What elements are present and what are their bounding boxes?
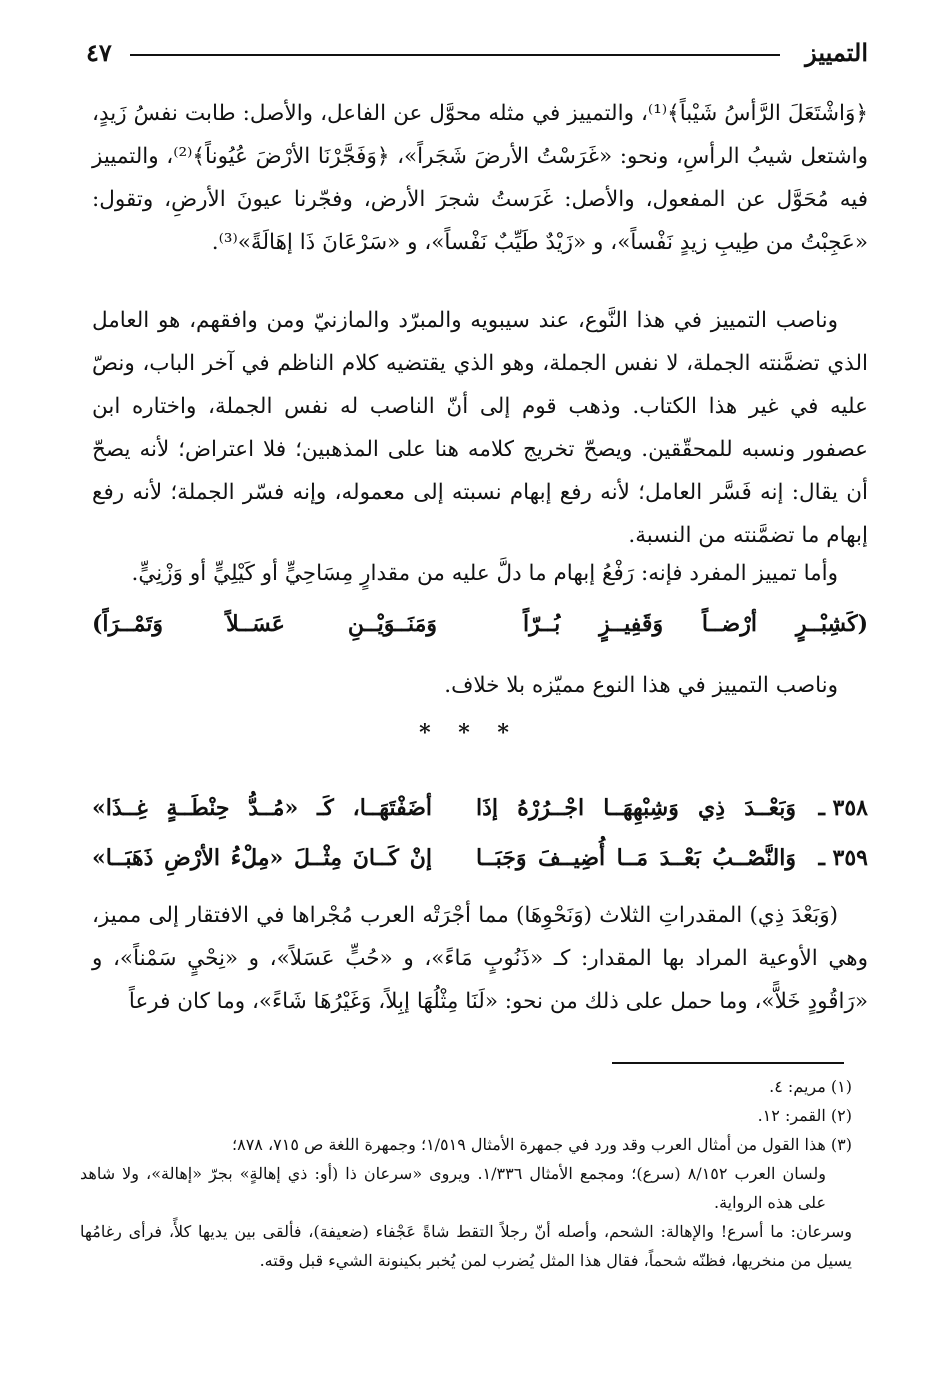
running-title: التمييز xyxy=(805,38,868,67)
page-number: ٤٧ xyxy=(86,38,112,67)
paragraph-commentary: (وَبَعْدَ ذِي) المقدراتِ الثلاث (وَنَحْوِهَا) مما أجْرَتْه العرب مُجْراها في الافتقار إلى مميز، وهي الأوعية المراد بها المقدار: كـ «ذَنُوبٍ مَاءً»، و «حُبٍّ عَسَلاً»، و «نِحْيٍ سَمْناً»، و «رَاقُودٍ خَلاًّ»، وما حمل على ذلك من نحو: «لَنَا مِثْلُهَا إبِلاً، وَغَيْرُهَا شَاءً»، وما كان فرعاً xyxy=(92,903,868,1014)
footnote-rule xyxy=(612,1062,844,1064)
verse-hemistich-2: أضَفْتَهَــا، كَـ «مُــدُّ حِنْطَــةٍ غِــذَا» xyxy=(92,795,432,821)
footnote-3-line-2: ولسان العرب ٨/١٥٢ (سرع)؛ ومجمع الأمثال ١/٣٣٦. ويروى «سرعان ذا (أو: ذي إهالةٍ» بجرّ «إهالة»، ولا شاهد على هذه الرواية. xyxy=(80,1164,826,1212)
footnote-2: (٢) القمر: ١٢. xyxy=(757,1106,852,1125)
verse-hemistich-2: إنْ كَــانَ مِثْــلَ «مِلْءُ الأرْضِ ذَهَبَــا» xyxy=(92,845,432,871)
paragraph-nasib-mufrad: وناصب التمييز في هذا النوع مميّزه بلا خلاف. xyxy=(444,673,838,698)
header-rule xyxy=(130,54,780,56)
verse-358 xyxy=(92,788,868,828)
footnote-3-line-1: (٣) هذا القول من أمثال العرب وقد ورد في جمهرة الأمثال ١/٥١٩؛ وجمهرة اللغة ص ٧١٥، ٨٧٨؛ xyxy=(232,1135,852,1154)
footnotes xyxy=(80,1072,852,1275)
example-hemistich-2: وَمَنَــوَيْــنِ عَسَــلاً وَتَمْــرَاً) xyxy=(92,611,437,637)
example-hemistich-1: (كَشِبْــرٍ أرْضــاً وَقَفِيــزٍ بُــرّاً xyxy=(523,611,868,637)
verse-359 xyxy=(92,838,868,878)
verse-number: ٣٥٨ ـ xyxy=(818,795,868,821)
footnote-3-explanation: وسرعان: ما أسرع! والإهالة: الشحم، وأصله أنّ رجلاً التقط شاةً عَجْفاء (ضعيفة)، فألقى بين يديها كلأً، فرأى رغامُها يسيل من منخريها، فظنّه شحماً، فقال هذا المثل يُضرب لمن يُخبر بكينونة الشيء قبل وقته. xyxy=(80,1222,852,1270)
verse-hemistich-1: وَبَعْــدَ ذِي وَشِبْهِهَــا اجْــرُرْهُ إذَا xyxy=(476,795,796,821)
paragraph-tamyiz-transformed: ﴿وَاشْتَعَلَ الرَّأسُ شَيْباً﴾⁽¹⁾، والتمييز في مثله محوَّل عن الفاعل، والأصل: طابت نفسُ زَيدٍ، واشتعل شيبُ الرأسِ، ونحو: «غَرَسْتُ الأرضَ شَجَراً»، ﴿وَفَجَّرْنَا الأرْضَ عُيُوناً﴾⁽²⁾، والتمييز فيه مُحَوَّل عن المفعول، والأصل: غَرَستُ شجرَ الأرض، وفجّرنا عيونَ الأرضِ، وتقول: «عَجِبْتُ من طِيبِ زيدٍ نَفْساً»، و «زَيْدٌ طَيِّبٌ نَفْساً»، و «سَرْعَانَ ذَا إهَالَةً»⁽³⁾. xyxy=(92,101,869,255)
verse-hemistich-1: وَالنَّصْــبُ بَعْــدَ مَــا أُضِيــفَ وَجَبَــا xyxy=(476,845,796,871)
section-separator: * * * xyxy=(419,720,519,746)
paragraph-nasib-al-tamyiz: وناصب التمييز في هذا النَّوع، عند سيبويه والمبرّد والمازنيّ ومن وافقهم، هو العامل الذي تضمَّنته الجملة، لا نفس الجملة، وهو الذي يقتضيه كلام الناظم في آخر الباب، ونصّ عليه في غير هذا الكتاب. وذهب قوم إلى أنّ الناصب له نفس الجملة، واختاره ابن عصفور ونسبه للمحقّقين. ويصحّ تخريج كلامه هنا على المذهبين؛ فلا اعتراض؛ لأنه يصحّ أن يقال: إنه فَسَّر العامل؛ لأنه رفع إبهام نسبته إلى معموله، وإنه فسّر الجملة؛ لأنه رفع إبهام ما تضمَّنته من النسبة. xyxy=(92,308,868,548)
verse-number: ٣٥٩ ـ xyxy=(818,845,868,871)
running-head xyxy=(86,38,868,72)
footnote-3 xyxy=(80,1130,852,1275)
footnote-1: (١) مريم: ٤. xyxy=(769,1077,852,1096)
paragraph-tamyiz-mufrad: وأما تمييز المفرد فإنه: رَفْعُ إبهام ما دلَّ عليه من مقدارٍ مِسَاحِيٍّ أو كَيْلِيٍّ أو وَزْنِيٍّ. xyxy=(131,561,838,586)
